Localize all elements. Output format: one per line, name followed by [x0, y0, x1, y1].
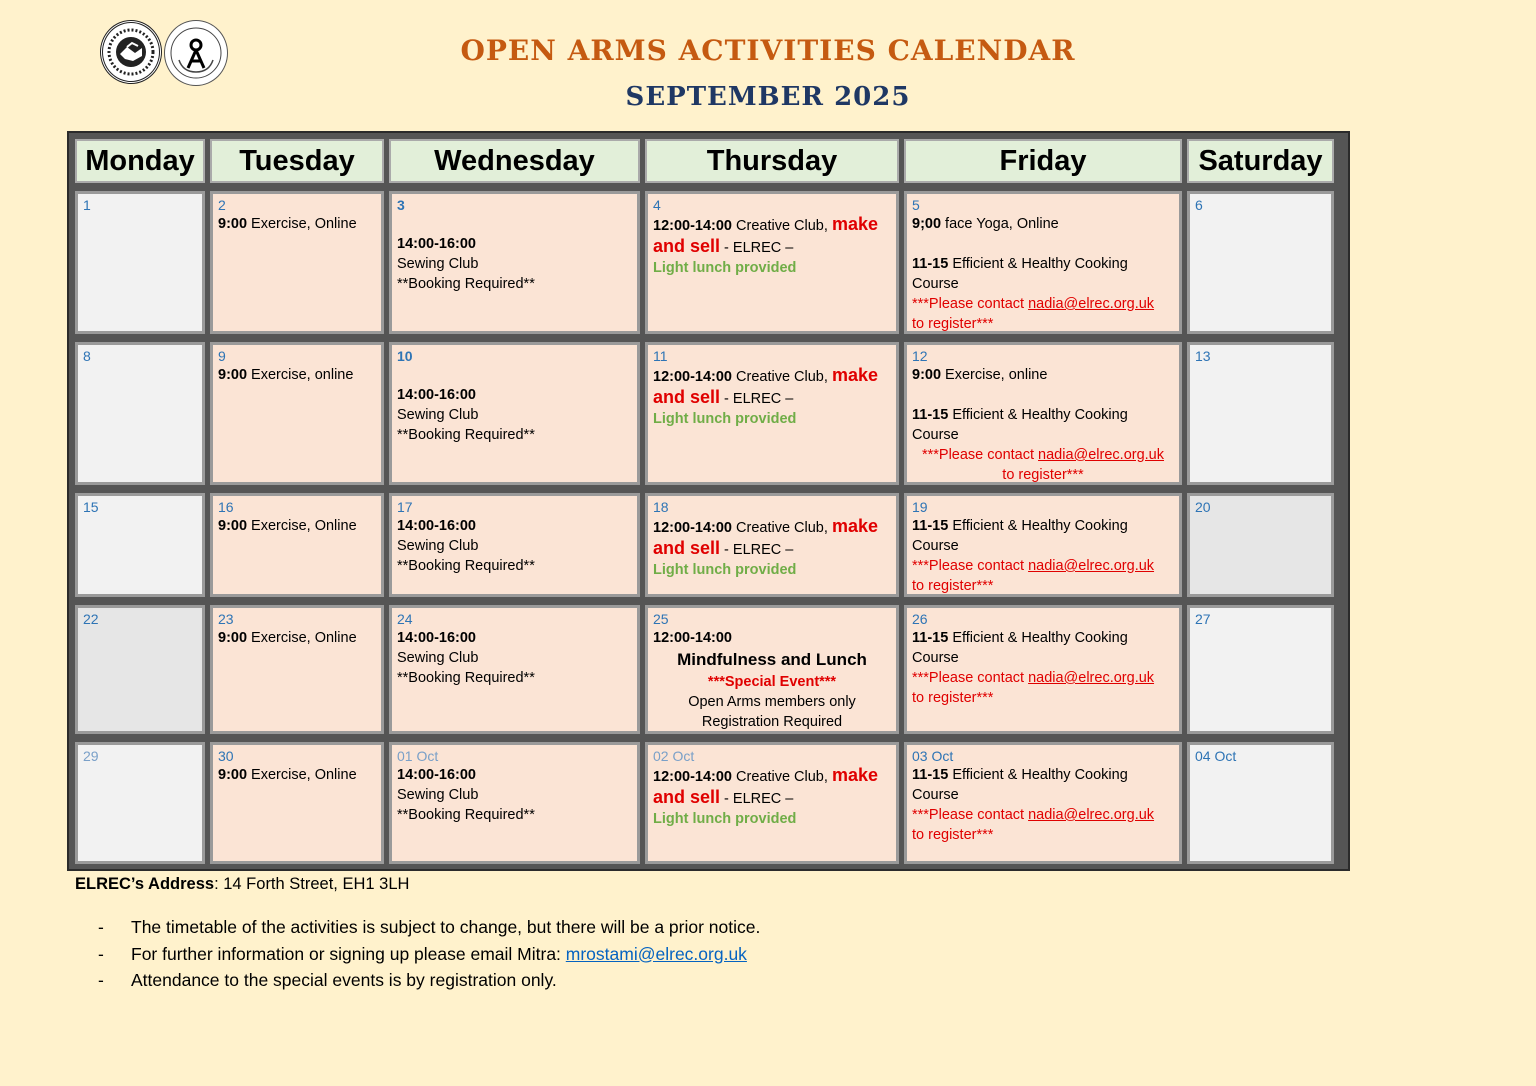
- day-cell: [1187, 191, 1334, 334]
- address-label: ELREC’s Address: [75, 875, 215, 893]
- mitra-email-link[interactable]: mrostami@elrec.org.uk: [565, 943, 747, 964]
- day-number: 26: [912, 611, 928, 627]
- special-event-title: Mindfulness and Lunch: [677, 650, 867, 669]
- contact-email-link[interactable]: nadia@elrec.org.uk: [1028, 296, 1155, 312]
- day-number: 04 Oct: [1195, 748, 1237, 764]
- day-cell: [1187, 342, 1334, 485]
- day-number: 3: [397, 197, 405, 213]
- day-number: 25: [653, 611, 669, 627]
- header-wednesday: Wednesday: [389, 139, 640, 183]
- day-number: 01 Oct: [397, 748, 439, 764]
- day-number: 20: [1195, 499, 1211, 515]
- day-cell: 19 11-15 Efficient & Healthy Cooking Course ***Please contact nadia@elrec.org.uk to register***: [904, 493, 1182, 597]
- address-value: : 14 Forth Street, EH1 3LH: [214, 875, 410, 893]
- day-number: 24: [397, 611, 413, 627]
- calendar-grid: [75, 139, 1334, 864]
- day-number: 30: [218, 748, 234, 764]
- day-number: 22: [83, 611, 99, 627]
- day-cell: 11 12:00-14:00 Creative Club, make and sell - ELREC – Light lunch provided: [645, 342, 899, 485]
- day-number: 19: [912, 499, 928, 515]
- day-cell: 5 9;00 face Yoga, Online 11-15 Efficient & Healthy Cooking Course ***Please contact nadia@elrec.org.uk to register***: [904, 191, 1182, 334]
- contact-email-link[interactable]: nadia@elrec.org.uk: [1028, 807, 1155, 823]
- day-cell: 03 Oct 11-15 Efficient & Healthy Cooking Course ***Please contact nadia@elrec.org.uk to register***: [904, 742, 1182, 864]
- day-cell: [75, 342, 205, 485]
- day-number: 8: [83, 348, 91, 364]
- day-number: 11: [653, 348, 668, 364]
- day-number: 17: [397, 499, 413, 515]
- page-subtitle: SEPTEMBER 2025: [625, 82, 911, 112]
- day-cell: 2 9:00 Exercise, Online: [210, 191, 384, 334]
- day-cell: 9 9:00 Exercise, online: [210, 342, 384, 485]
- list-item: - Attendance to the special events is by registration only.: [98, 970, 557, 990]
- header-thursday: Thursday: [645, 139, 899, 183]
- day-cell: 24 14:00-16:00 Sewing Club **Booking Required**: [389, 605, 640, 734]
- special-event-tag: ***Special Event***: [707, 674, 837, 690]
- day-cell: 18 12:00-14:00 Creative Club, make and sell - ELREC – Light lunch provided: [645, 493, 899, 597]
- list-item: - The timetable of the activities is subject to change, but there will be a prior notice.: [98, 917, 761, 937]
- day-cell: 4 12:00-14:00 Creative Club, make and sell - ELREC – Light lunch provided: [645, 191, 899, 334]
- day-number: 03 Oct: [912, 748, 954, 764]
- contact-email-link[interactable]: nadia@elrec.org.uk: [1028, 558, 1155, 574]
- day-cell: 16 9:00 Exercise, Online: [210, 493, 384, 597]
- day-cell: 26 11-15 Efficient & Healthy Cooking Course ***Please contact nadia@elrec.org.uk to register***: [904, 605, 1182, 734]
- day-cell: 23 9:00 Exercise, Online: [210, 605, 384, 734]
- list-item: - For further information or signing up please email Mitra: mrostami@elrec.org.uk: [98, 943, 747, 964]
- day-cell: [1187, 605, 1334, 734]
- day-cell: 02 Oct 12:00-14:00 Creative Club, make and sell - ELREC – Light lunch provided: [645, 742, 899, 864]
- day-number: 16: [218, 499, 234, 515]
- day-number: 23: [218, 611, 234, 627]
- day-cell: [1187, 742, 1334, 864]
- day-cell: [1187, 493, 1334, 597]
- day-number: 02 Oct: [653, 748, 695, 764]
- contact-email-link[interactable]: nadia@elrec.org.uk: [1028, 670, 1155, 686]
- contact-email-link[interactable]: nadia@elrec.org.uk: [1038, 447, 1165, 463]
- day-cell: 3 14:00-16:00 Sewing Club **Booking Required**: [389, 191, 640, 334]
- day-number: 29: [83, 748, 99, 764]
- day-number: 9: [218, 348, 226, 364]
- address-line: [75, 875, 409, 894]
- day-number: 6: [1195, 197, 1203, 213]
- day-number: 10: [397, 348, 413, 364]
- day-number: 4: [653, 197, 661, 213]
- day-cell: [75, 605, 205, 734]
- day-cell: 17 14:00-16:00 Sewing Club **Booking Required**: [389, 493, 640, 597]
- header-friday: Friday: [904, 139, 1182, 183]
- day-number: 12: [912, 348, 928, 364]
- calendar: [67, 131, 1350, 871]
- day-cell: 12 9:00 Exercise, online 11-15 Efficient & Healthy Cooking Course ***Please contact nadia@elrec.org.uk to register***: [904, 342, 1182, 485]
- special-event-cell: 25 12:00-14:00 Mindfulness and Lunch ***Special Event*** Open Arms members only Registration Required: [645, 605, 899, 734]
- page-title: OPEN ARMS ACTIVITIES CALENDAR: [460, 34, 1076, 67]
- header-monday: Monday: [75, 139, 205, 183]
- header-saturday: Saturday: [1187, 139, 1334, 183]
- day-cell: [75, 742, 205, 864]
- day-number: 2: [218, 197, 226, 213]
- day-number: 18: [653, 499, 669, 515]
- day-number: 5: [912, 197, 920, 213]
- notes-list: [98, 914, 760, 994]
- day-number: 13: [1195, 348, 1211, 364]
- day-number: 15: [83, 499, 99, 515]
- day-cell: [75, 191, 205, 334]
- day-number: 27: [1195, 611, 1211, 627]
- day-cell: 30 9:00 Exercise, Online: [210, 742, 384, 864]
- day-cell: 01 Oct 14:00-16:00 Sewing Club **Booking Required**: [389, 742, 640, 864]
- day-cell: [75, 493, 205, 597]
- day-cell: 10 14:00-16:00 Sewing Club **Booking Required**: [389, 342, 640, 485]
- day-number: 1: [83, 197, 91, 213]
- header-tuesday: Tuesday: [210, 139, 384, 183]
